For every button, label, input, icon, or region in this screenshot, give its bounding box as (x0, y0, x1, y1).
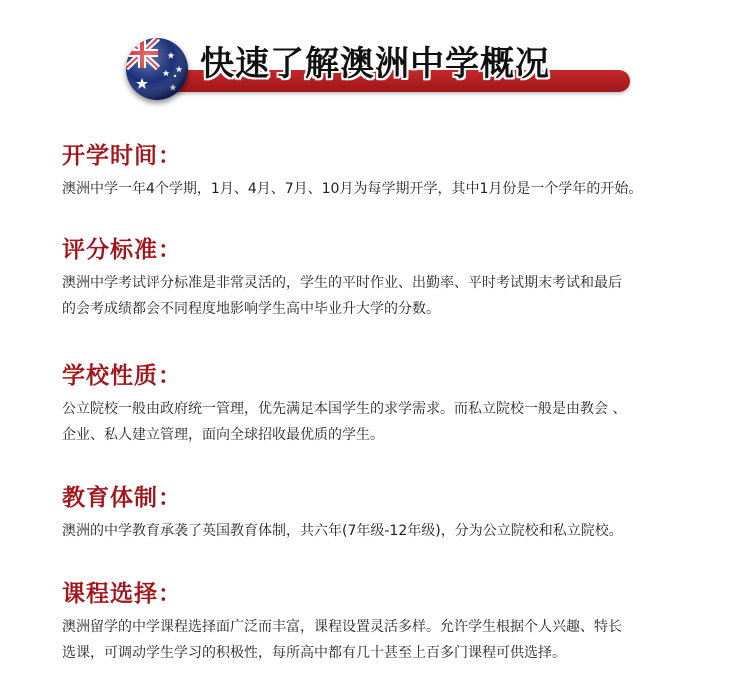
section-text-line: 的会考成绩都会不同程度地影响学生高中毕业升大学的分数。 (62, 301, 440, 317)
section-course-selection (62, 580, 722, 666)
section-opening-time (62, 142, 722, 202)
section-body (62, 176, 722, 202)
section-title: 开学时间： (62, 143, 182, 169)
section-text-line: 澳洲中学考试评分标准是非常灵活的，学生的平时作业、出勤率、平时考试期末考试和最后 (62, 275, 622, 291)
section-body (62, 614, 722, 666)
section-body (62, 270, 722, 322)
section-body (62, 518, 722, 544)
section-body (62, 396, 722, 448)
australia-flag-icon (126, 38, 188, 100)
section-text-line: 企业、私人建立管理，面向全球招收最优质的学生。 (62, 427, 384, 443)
section-text-line: 澳洲的中学教育承袭了英国教育体制，共六年(7年级-12年级)，分为公立院校和私立院校。 (62, 523, 623, 539)
section-title: 学校性质： (62, 363, 182, 389)
section-title: 课程选择： (62, 581, 182, 607)
page-header (126, 36, 636, 102)
section-grading-standard (62, 236, 722, 322)
section-text-line: 公立院校一般由政府统一管理，优先满足本国学生的求学需求。而私立院校一般是由教会 、 (62, 401, 627, 417)
section-text-line: 选课，可调动学生学习的积极性，每所高中都有几十甚至上百多门课程可供选择。 (62, 645, 566, 661)
section-title: 教育体制： (62, 485, 182, 511)
section-text-line: 澳洲留学的中学课程选择面广泛而丰富，课程设置灵活多样。允许学生根据个人兴趣、特长 (62, 619, 622, 635)
section-education-system (62, 484, 722, 544)
section-school-type (62, 362, 722, 448)
page-title: 快速了解澳洲中学概况 (200, 44, 550, 84)
section-title: 评分标准： (62, 237, 182, 263)
section-text-line: 澳洲中学一年4个学期，1月、4月、7月、10月为每学期开学，其中1月份是一个学年的开始。 (62, 181, 643, 197)
